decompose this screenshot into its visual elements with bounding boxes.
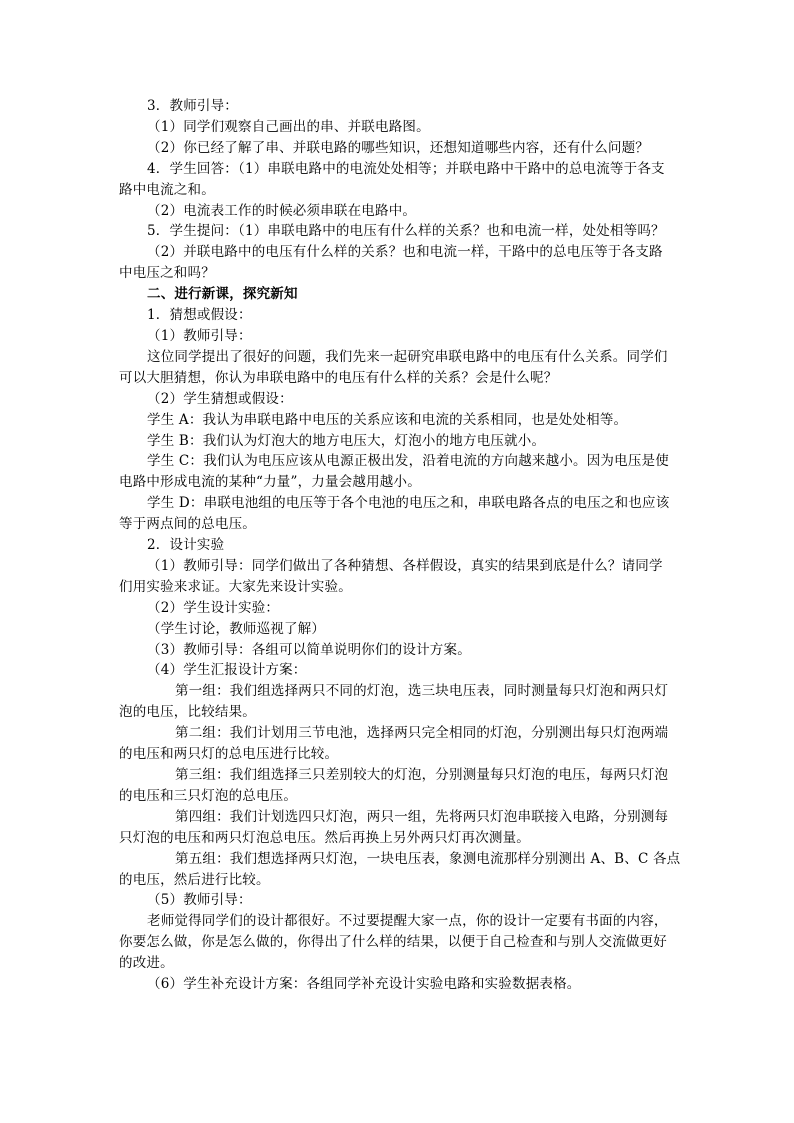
text-line: 2．设计实验 [147, 537, 225, 554]
text-line: 泡的电压，比较结果。 [119, 704, 256, 721]
text-line: （3）教师引导：各组可以简单说明你们的设计方案。 [147, 641, 471, 658]
text-line: （1）教师引导：同学们做出了各种猜想、各样假设，真实的结果到底是什么？请同学 [147, 557, 663, 574]
text-line: （2）学生猜想或假设： [147, 390, 293, 407]
text-line: 的电压和两只灯的总电压进行比较。 [119, 746, 339, 763]
text-line: 中电压之和吗？ [119, 265, 215, 282]
text-line: （4）学生汇报设计方案： [147, 662, 307, 679]
text-line: 3．教师引导： [147, 98, 238, 114]
text-line: 第二组：我们计划用三节电池，选择两只完全相同的灯泡，分别测出每只灯泡两端 [175, 725, 669, 742]
text-line: 的电压和三只灯泡的总电压。 [119, 787, 298, 804]
text-line: （2）电流表工作的时候必须串联在电路中。 [147, 202, 417, 219]
text-line: （5）教师引导： [147, 892, 252, 909]
text-line: 只灯泡的电压和两只灯泡总电压。然后再换上另外两只灯再次测量。 [119, 829, 530, 846]
text-line: 老师觉得同学们的设计都很好。不过要提醒大家一点，你的设计一定要有书面的内容， [147, 913, 668, 930]
text-line: 学生 C：我们认为电压应该从电源正极出发，沿着电流的方向越来越小。因为电压是使 [147, 453, 669, 470]
text-line: 第一组：我们组选择两只不同的灯泡，选三块电压表，同时测量每只灯泡和两只灯 [175, 683, 669, 700]
text-line: 的改进。 [119, 955, 174, 972]
text-line: 等于两点间的总电压。 [119, 516, 256, 533]
text-line: 5．学生提问：（1）串联电路中的电压有什么样的关系？也和电流一样，处处相等吗？ [147, 223, 665, 240]
text-line: 路中电流之和。 [119, 181, 215, 198]
text-line: （1）同学们观察自己画出的串、并联电路图。 [147, 118, 430, 135]
text-line: （2）并联电路中的电压有什么样的关系？也和电流一样，干路中的总电压等于各支路 [147, 244, 663, 261]
text-line: 可以大胆猜想，你认为串联电路中的电压有什么样的关系？会是什么呢？ [119, 369, 558, 386]
text-line: （2）学生设计实验： [147, 599, 280, 616]
text-line: 学生 D：串联电池组的电压等于各个电池的电压之和，串联电路各点的电压之和也应该 [147, 495, 670, 512]
text-line: 第四组：我们计划选四只灯泡，两只一组，先将两只灯泡串联接入电路，分别测每 [175, 808, 669, 825]
text-line: 的电压，然后进行比较。 [119, 871, 270, 888]
text-line: 们用实验来求证。大家先来设计实验。 [119, 578, 352, 595]
text-line: 学生 A：我认为串联电路中电压的关系应该和电流的关系相同，也是处处相等。 [147, 411, 628, 428]
section-heading: 二、进行新课，探究新知 [147, 286, 298, 303]
text-line: （1）教师引导： [147, 327, 252, 344]
text-line: 第五组：我们想选择两只灯泡，一块电压表，象测电流那样分别测出 A、B、C 各点 [175, 850, 681, 867]
text-line: 第三组：我们组选择三只差别较大的灯泡，分别测量每只灯泡的电压，每两只灯泡 [175, 767, 669, 783]
text-line: （2）你已经了解了串、并联电路的哪些知识，还想知道哪些内容，还有什么问题？ [147, 139, 649, 156]
text-line: 1．猜想或假设： [147, 307, 252, 324]
document-body [119, 96, 679, 995]
text-line: 这位同学提出了很好的问题，我们先来一起研究串联电路中的电压有什么关系。同学们 [147, 348, 668, 365]
text-line: 4．学生回答：（1）串联电路中的电流处处相等；并联电路中干路中的总电流等于各支 [147, 160, 665, 177]
text-line: 学生 B：我们认为灯泡大的地方电压大，灯泡小的地方电压就小。 [147, 432, 546, 449]
text-line: 电路中形成电流的某种“力量”，力量会越用越小。 [119, 474, 421, 491]
text-line: （6）学生补充设计方案：各组同学补充设计实验电路和实验数据表格。 [147, 976, 581, 993]
text-line: （学生讨论，教师巡视了解） [147, 620, 326, 637]
text-line: 你要怎么做，你是怎么做的，你得出了什么样的结果，以便于自己检查和与别人交流做更好 [119, 934, 667, 951]
